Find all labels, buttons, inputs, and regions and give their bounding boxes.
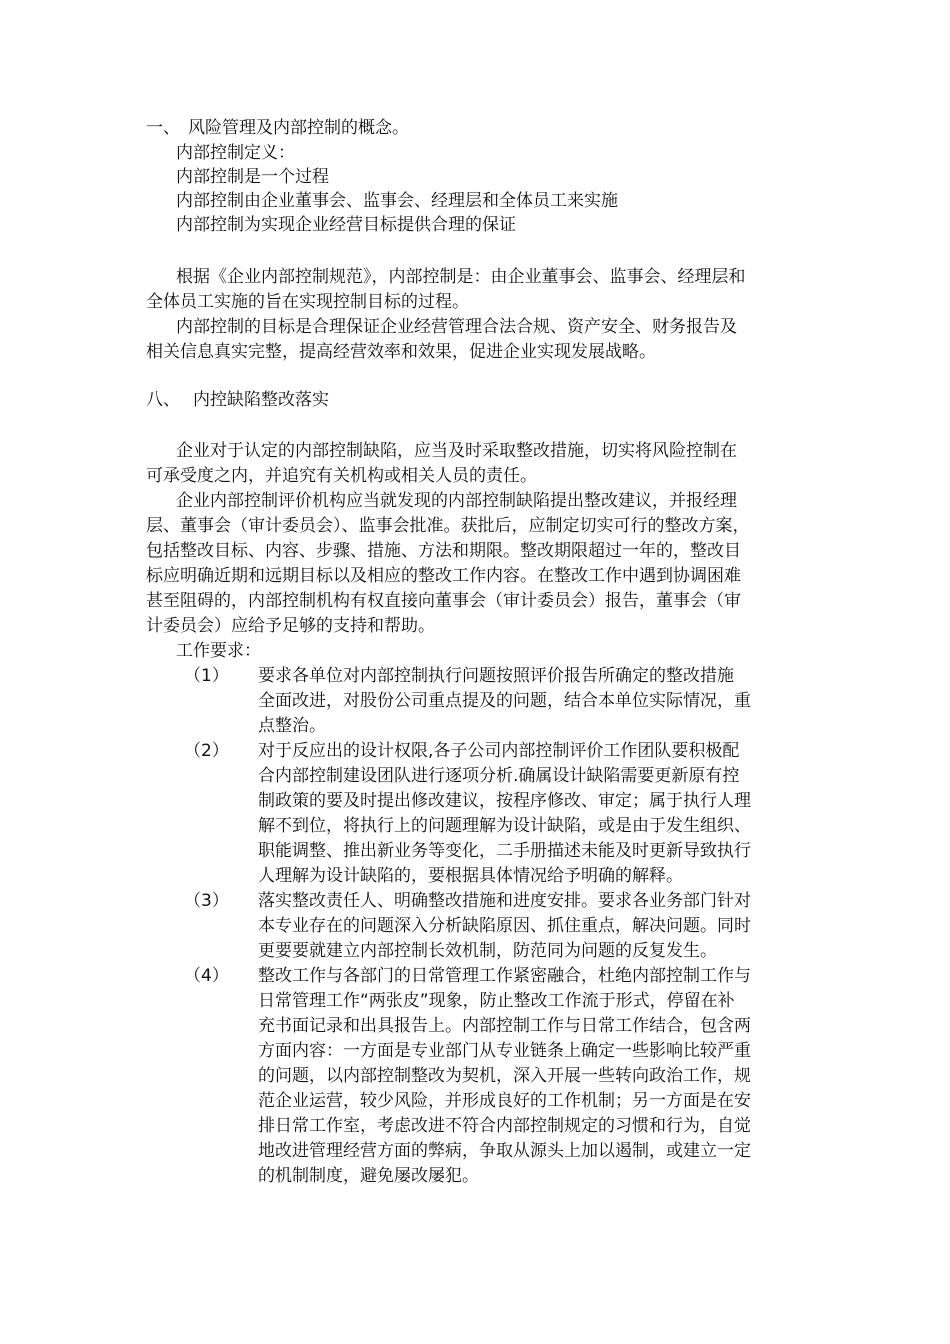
requirement-line: 点整治。 [258, 716, 326, 736]
section1-paragraph-line: 根据《企业内部控制规范》，内部控制是：由企业董事会、监事会、经理层和 [176, 267, 746, 287]
requirement-number: （4） [184, 966, 229, 986]
requirement-line: 落实整改责任人、明确整改措施和进度安排。要求各业务部门针对 [258, 891, 751, 911]
requirement-number: （1） [184, 666, 229, 686]
requirement-number: （3） [184, 891, 229, 911]
section8-paragraph-line: 计委员会）应给予足够的支持和帮助。 [146, 616, 435, 636]
section8-paragraph-line: 包括整改目标、内容、步骤、措施、方法和期限。整改期限超过一年的，整改目 [146, 541, 741, 561]
requirement-line: 职能调整、推出新业务等变化，二手册描述未能及时更新导致执行 [258, 841, 751, 861]
requirement-line: 排日常工作室，考虑改进不符合内部控制规定的习惯和行为，自觉 [258, 1116, 751, 1136]
requirement-line: 全面改进，对股份公司重点提及的问题，结合本单位实际情况，重 [258, 691, 751, 711]
section8-paragraph-line: 标应明确近期和远期目标以及相应的整改工作内容。在整改工作中遇到协调困难 [146, 566, 741, 586]
section1-line: 内部控制由企业董事会、监事会、经理层和全体员工来实施 [176, 191, 618, 211]
section8-paragraph-line: 企业对于认定的内部控制缺陷，应当及时采取整改措施，切实将风险控制在 [176, 441, 737, 461]
section1-line: 内部控制为实现企业经营目标提供合理的保证 [176, 215, 516, 235]
section8-paragraph-line: 可承受度之内，并追究有关机构或相关人员的责任。 [146, 466, 537, 486]
section1-line: 内部控制定义： [176, 143, 295, 163]
section8-paragraph-line: 企业内部控制评价机构应当就发现的内部控制缺陷提出整改建议，并报经理 [176, 491, 737, 511]
section1-paragraph-line: 相关信息真实完整，提高经营效率和效果，促进企业实现发展战略。 [146, 342, 656, 362]
requirement-line: 的机制制度，避免屡改屡犯。 [258, 1166, 479, 1186]
requirement-line: 的问题，以内部控制整改为契机，深入开展一些转向政治工作，规 [258, 1066, 751, 1086]
requirement-line: 地改进管理经营方面的弊病，争取从源头上加以遏制，或建立一定 [258, 1141, 751, 1161]
requirement-line: 更要要就建立内部控制长效机制，防范同为问题的反复发生。 [258, 941, 717, 961]
section8-heading-number: 八、 [146, 390, 180, 410]
section8-heading: 内控缺陷整改落实 [193, 390, 329, 410]
requirement-line: 要求各单位对内部控制执行问题按照评价报告所确定的整改措施 [258, 666, 734, 686]
section8-paragraph-line: 甚至阻碍的，内部控制机构有权直接向董事会（审计委员会）报告，董事会（审 [146, 591, 741, 611]
requirements-label: 工作要求： [176, 641, 261, 661]
requirement-line: 充书面记录和出具报告上。内部控制工作与日常工作结合，包含两 [258, 1016, 751, 1036]
section1-paragraph-line: 全体员工实施的旨在实现控制目标的过程。 [146, 292, 469, 312]
requirement-line: 对于反应出的设计权限,各子公司内部控制评价工作团队要积极配 [258, 741, 740, 761]
requirement-line: 解不到位，将执行上的问题理解为设计缺陷，或是由于发生组织、 [258, 816, 751, 836]
requirement-number: （2） [184, 741, 229, 761]
requirement-line: 范企业运营，较少风险，并形成良好的工作机制；另一方面是在安 [258, 1091, 751, 1111]
requirement-line: 方面内容：一方面是专业部门从专业链条上确定一些影响比较严重 [258, 1041, 751, 1061]
requirement-line: 日常管理工作“两张皮”现象，防止整改工作流于形式，停留在补 [258, 991, 735, 1011]
section1-heading-number: 一、 [146, 118, 180, 138]
section1-line: 内部控制是一个过程 [176, 167, 329, 187]
requirement-line: 制政策的要及时提出修改建议，按程序修改、审定；属于执行人理 [258, 791, 751, 811]
section8-paragraph-line: 层、董事会（审计委员会）、监事会批准。获批后，应制定切实可行的整改方案， [146, 516, 750, 536]
requirement-line: 整改工作与各部门的日常管理工作紧密融合，杜绝内部控制工作与 [258, 966, 751, 986]
requirement-line: 本专业存在的问题深入分析缺陷原因、抓住重点，解决问题。同时 [258, 916, 751, 936]
section1-paragraph-line: 内部控制的目标是合理保证企业经营管理合法合规、资产安全、财务报告及 [176, 317, 737, 337]
requirement-line: 人理解为设计缺陷的，要根据具体情况给予明确的解释。 [258, 866, 683, 886]
section1-heading: 风险管理及内部控制的概念。 [188, 118, 409, 138]
requirement-line: 合内部控制建设团队进行逐项分析.确属设计缺陷需要更新原有控 [258, 766, 740, 786]
